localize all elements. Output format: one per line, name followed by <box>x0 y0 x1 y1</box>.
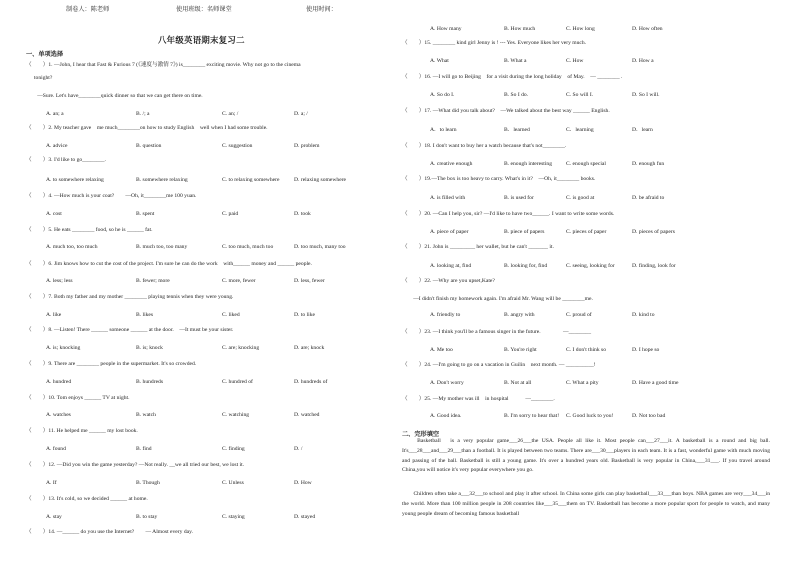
option-d[interactable]: D. be afraid to <box>632 195 665 201</box>
question-stem: （ ）12. —Did you win the game yesterday? —Not really. __we all tried our best, we lost it. <box>26 462 245 468</box>
option-b[interactable]: B. piece of papers <box>504 229 545 235</box>
option-c[interactable]: C. liked <box>222 312 240 318</box>
option-c[interactable]: C. staying <box>222 514 245 520</box>
option-d[interactable]: D. pieces of papers <box>632 229 675 235</box>
question-stem: （ ）18. I don't want to buy her a watch because that's not________. <box>402 143 567 149</box>
question-stem: （ ）8. —Listen! There ______ someone ______ at the door. —It must be your sister. <box>26 327 234 333</box>
option-b[interactable]: B. much too, too many <box>136 244 188 250</box>
option-d[interactable]: D．learn <box>632 127 653 133</box>
option-a[interactable]: A. is filled with <box>430 195 466 201</box>
option-c[interactable]: C. I don't think so <box>566 347 607 353</box>
option-b[interactable]: B. fewer; more <box>136 278 170 284</box>
option-c[interactable]: C. finding <box>222 446 245 452</box>
time-label: 使用时间： <box>306 6 337 13</box>
question-stem: （ ）4. —How much is your coat? —Oh, it________me 100 yuan. <box>26 193 197 199</box>
option-a[interactable]: A. Don't worry <box>430 380 464 386</box>
option-a[interactable]: A. hundred <box>46 379 72 385</box>
option-b[interactable]: B. enough interesting <box>504 161 553 167</box>
question-stem: tonight? <box>34 75 53 81</box>
question-stem: （ ）3. I'd like to go________. <box>26 157 106 163</box>
option-c[interactable]: C. proud of <box>566 312 592 318</box>
section-heading-choice: 一、单项选择 <box>26 51 64 58</box>
option-c[interactable]: C. Unless <box>222 480 244 486</box>
option-c[interactable]: C. How <box>566 58 584 64</box>
option-c[interactable]: C. paid <box>222 211 239 217</box>
question-stem: （ ）1. —John, I hear that Fast & Furious 7 (《速度与激情 7》) is________ exciting movie. Why not go to the cinema <box>26 62 301 68</box>
option-d[interactable]: D. I hope so <box>632 347 660 353</box>
option-a[interactable]: A．to learn <box>430 127 457 133</box>
question-stem: —Sure. Let's have________quick dinner so that we can get there on time. <box>26 93 203 99</box>
option-c[interactable]: C. seeing, looking for <box>566 263 615 269</box>
option-d[interactable]: D. finding, look for <box>632 263 676 269</box>
option-b[interactable]: B. /; a <box>136 111 150 117</box>
option-d[interactable]: D. took <box>294 211 311 217</box>
option-a[interactable]: A. less; less <box>46 278 73 284</box>
option-c[interactable]: C. hundred of <box>222 379 253 385</box>
question-stem: （ ）13. It's cold, so we decided ______ at home. <box>26 496 148 502</box>
option-d[interactable]: D. How <box>294 480 312 486</box>
option-a[interactable]: A. stay <box>46 514 62 520</box>
option-d[interactable]: D. / <box>294 446 303 452</box>
question-stem: （ ）22. —Why are you upset,Kate? <box>402 278 495 284</box>
option-a[interactable]: A. watches <box>46 412 71 418</box>
class-label: 使用班级：名师课堂 <box>176 6 232 13</box>
page-header <box>0 4 794 18</box>
option-d[interactable]: D. hundreds of <box>294 379 328 385</box>
option-b[interactable]: B. to stay <box>136 514 158 520</box>
option-d[interactable]: D. Not too bad <box>632 413 666 419</box>
option-a[interactable]: A. is; knocking <box>46 345 81 351</box>
option-d[interactable]: D. are; knock <box>294 345 325 351</box>
option-a[interactable]: A. much too, too much <box>46 244 98 250</box>
question-stem: （ ）5. He eats ________ food, so he is ______ fat. <box>26 227 153 233</box>
question-stem: （ ）25. —My mother was ill in hospital —________. <box>402 396 555 402</box>
option-b[interactable]: B. What a <box>504 58 527 64</box>
option-c[interactable]: C. How long <box>566 26 595 32</box>
option-d[interactable]: D. enough fun <box>632 161 665 167</box>
question-stem: （ ）6. Jim knows how to cut the cost of the project. I'm sure he can do the work with______ money and ______ people. <box>26 261 312 267</box>
option-d[interactable]: D. So I will. <box>632 92 660 98</box>
question-stem: （ ）15. ________ kind girl Jenny is ! --- Yes. Everyone likes her very much. <box>402 40 587 46</box>
option-a[interactable]: A. found <box>46 446 66 452</box>
option-d[interactable]: D. stayed <box>294 514 316 520</box>
option-b[interactable]: B. hundreds <box>136 379 164 385</box>
option-a[interactable]: A. Me too <box>430 347 453 353</box>
question-stem: （ ）16. —I will go to Beijing for a visit during the long holiday of May. — ________ . <box>402 74 623 80</box>
option-c[interactable]: C. So will I. <box>566 92 594 98</box>
option-d[interactable]: D. kind to <box>632 312 655 318</box>
question-stem: （ ）23. —I think you'll be a famous singer in the future. —________ <box>402 329 591 335</box>
option-d[interactable]: D. relaxing somewhere <box>294 177 347 183</box>
option-a[interactable]: A. friendly to <box>430 312 461 318</box>
option-c[interactable]: C. to relaxing somewhere <box>222 177 280 183</box>
option-c[interactable]: C．learning <box>566 127 594 133</box>
option-a[interactable]: A. Good idea. <box>430 413 462 419</box>
author-label: 制卷人：陈老师 <box>66 6 110 13</box>
option-d[interactable]: D. watched <box>294 412 320 418</box>
question-stem: （ ）17. —What did you talk about? —We talked about the best way ______ English. <box>402 108 610 114</box>
option-b[interactable]: B. I'm sorry to hear that! <box>504 413 560 419</box>
cloze-paragraph: Children often take a___32___to school and play it after school. In China some girls can play basketball___33___than boys. NBA games are very___34___in the world. More than 100 million people in 208 countries like___35___them on TV. Basketball has become a more popular sport for people to watch, and many young people dream of becoming famous basketball <box>402 491 770 517</box>
option-b[interactable]: B. looking for, find <box>504 263 548 269</box>
option-a[interactable]: A. creative enough <box>430 161 473 167</box>
option-c[interactable]: C. is good at <box>566 195 595 201</box>
question-stem: （ ）20. —Can I help you, sir? —I'd like to have two______. I want to write some words. <box>402 211 615 217</box>
cloze-paragraph: Basketball is a very popular game___26___the USA. People all like it. Most people can___27___it. A basketball is a round and big ball. It's___28___and___29___than a football. It is played between two teams. There are___30___players in each team. It is a fast, wonderful game with much moving and passing of the ball. Basketball is still a young game. It's over a hundred years old. Basketball is very popular in China,___31___. If you travel around China,you will notice it's very popular everywhere you go. <box>402 438 770 474</box>
option-d[interactable]: D. problem <box>294 143 320 149</box>
option-a[interactable]: A. like <box>46 312 62 318</box>
question-stem: （ ）2. My teacher gave me much________on how to study English well when I had some trouble. <box>26 125 268 131</box>
question-stem: （ ）19.—The box is too heavy to carry. What's in it? —Oh, it________ books. <box>402 176 596 182</box>
option-b[interactable]: B．learned <box>504 127 530 133</box>
option-c[interactable]: C. pieces of paper <box>566 229 607 235</box>
option-a[interactable]: A. cost <box>46 211 62 217</box>
option-b[interactable]: B. somewhere relaxing <box>136 177 188 183</box>
page-title: 八年级英语期末复习二 <box>158 35 245 45</box>
question-stem: （ ）7. Both my father and my mother ________ playing tennis when they were young. <box>26 294 234 300</box>
option-a[interactable]: A. What <box>430 58 449 64</box>
option-b[interactable]: B. watch <box>136 412 156 418</box>
section-heading-cloze: 二、完形填空 <box>402 431 440 438</box>
question-stem: （ ）24. —I'm going to go on a vacation in Guilin next month. — __________! <box>402 362 596 368</box>
option-c[interactable]: C. too much, much too <box>222 244 274 250</box>
option-b[interactable]: B. Though <box>136 480 160 486</box>
option-a[interactable]: A. So do I. <box>430 92 455 98</box>
option-a[interactable]: A. to somewhere relaxing <box>46 177 104 183</box>
option-a[interactable]: A. an; a <box>46 111 64 117</box>
question-stem: （ ）10. Tom enjoys ______ TV at night. <box>26 395 130 401</box>
question-stem: （ ）9. There are ________ people in the supermarket. It's so crowded. <box>26 361 197 367</box>
option-b[interactable]: B. find <box>136 446 152 452</box>
option-a[interactable]: A. advice <box>46 143 68 149</box>
option-b[interactable]: B. How much <box>504 26 536 32</box>
option-d[interactable]: D. less, fewer <box>294 278 325 284</box>
option-d[interactable]: D. How often <box>632 26 663 32</box>
question-stem: （ ）21. John is _________ her wallet, but he can't _______ it. <box>402 244 554 250</box>
option-b[interactable]: B. likes <box>136 312 154 318</box>
option-b[interactable]: B. Not at all <box>504 380 532 386</box>
option-c[interactable]: C. are; knocking <box>222 345 260 351</box>
option-b[interactable]: B. is used for <box>504 195 534 201</box>
option-b[interactable]: B. You're right <box>504 347 537 353</box>
option-d[interactable]: D. too much, many too <box>294 244 346 250</box>
option-b[interactable]: B. So I do. <box>504 92 529 98</box>
question-stem: （ ）11. He helped me ______ my lost book. <box>26 428 138 434</box>
option-a[interactable]: A. If <box>46 480 57 486</box>
option-a[interactable]: A. looking at, find <box>430 263 472 269</box>
option-c[interactable]: C. suggestion <box>222 143 253 149</box>
option-d[interactable]: D. a; / <box>294 111 308 117</box>
option-b[interactable]: B. spent <box>136 211 155 217</box>
option-c[interactable]: C. more, fewer <box>222 278 256 284</box>
option-c[interactable]: C. an; / <box>222 111 239 117</box>
option-a[interactable]: A. piece of paper <box>430 229 469 235</box>
option-c[interactable]: C. What a pity <box>566 380 599 386</box>
option-a[interactable]: A. How many <box>430 26 462 32</box>
option-b[interactable]: B. is; knock <box>136 345 163 351</box>
question-stem: （ ）14. —______ do you use the Internet? — Almost every day. <box>26 529 193 535</box>
option-d[interactable]: D. How a <box>632 58 654 64</box>
option-d[interactable]: D. to like <box>294 312 315 318</box>
option-c[interactable]: C. watching <box>222 412 250 418</box>
option-d[interactable]: D. Have a good time <box>632 380 679 386</box>
option-c[interactable]: C. enough special <box>566 161 606 167</box>
option-b[interactable]: B. angry with <box>504 312 535 318</box>
option-c[interactable]: C. Good luck to you! <box>566 413 614 419</box>
question-stem: —I didn't finish my homework again. I'm afraid Mr. Wang will be ________me. <box>402 296 593 302</box>
option-b[interactable]: B. question <box>136 143 162 149</box>
